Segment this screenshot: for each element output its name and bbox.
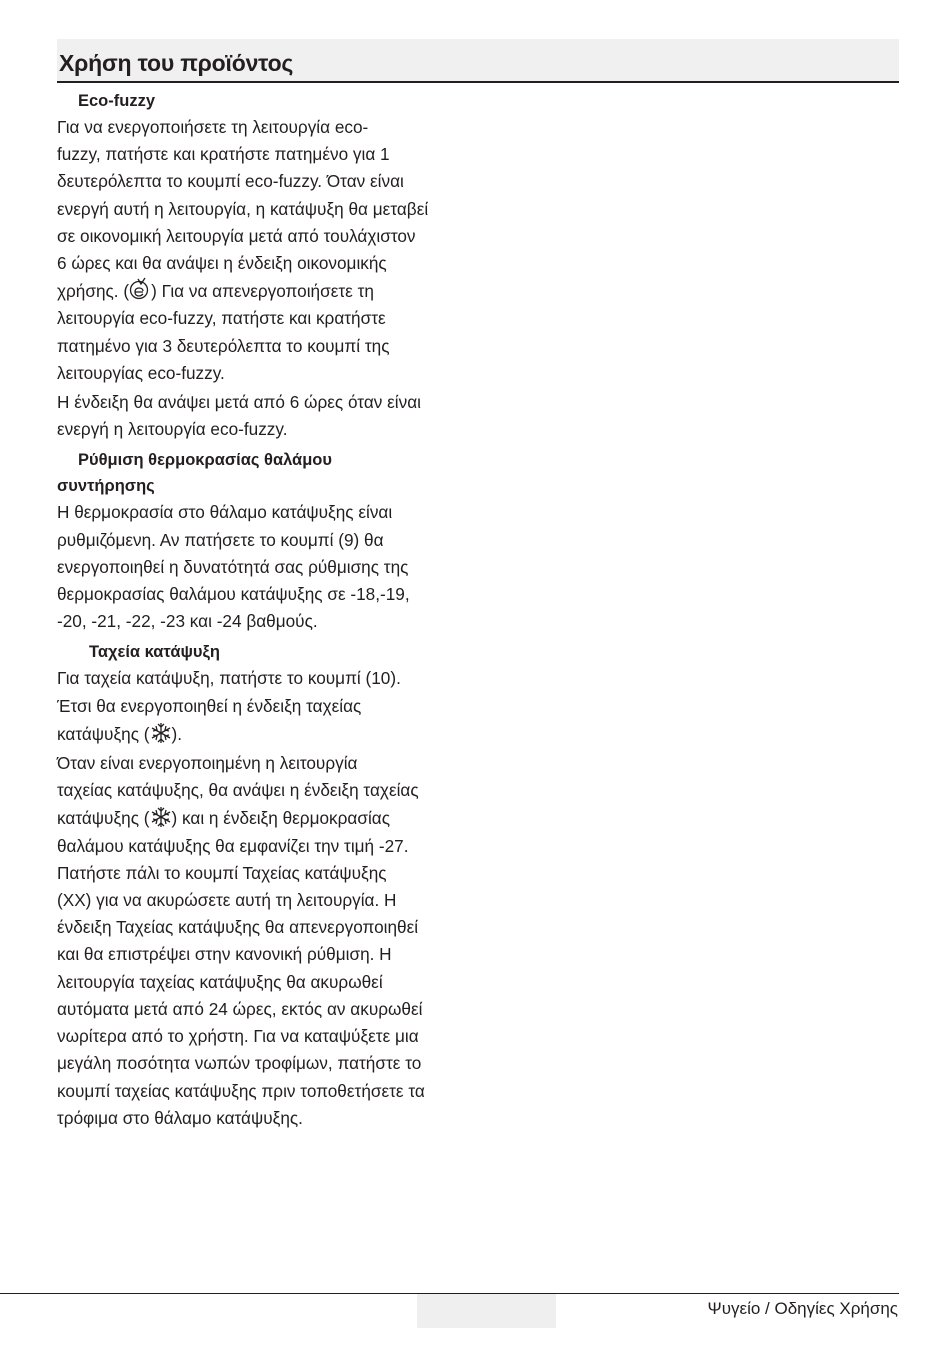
text-line: ενεργή αυτή η λειτουργία, η κατάψυξη θα μεταβεί [57, 198, 429, 219]
fast-freeze-heading: Ταχεία κατάψυξη [89, 643, 220, 662]
snowflake-icon [150, 804, 172, 830]
heading-line: Ρύθμιση θερμοκρασίας θαλάμου [78, 451, 332, 470]
page-number-box [417, 1294, 556, 1328]
text-line: ). [171, 723, 182, 744]
text-line: θαλάμου κατάψυξης θα εμφανίζει την τιμή -27. [57, 835, 409, 856]
text-line: αυτόματα μετά από 24 ώρες, εκτός αν ακυρωθεί [57, 998, 423, 1019]
text-line: χρήσης. ( [57, 281, 130, 302]
text-line: (XX) για να ακυρώσετε αυτή τη λειτουργία. Η [57, 890, 397, 911]
text-line: πατημένο για 3 δευτερόλεπτα το κουμπί της [57, 335, 390, 356]
text-line: θερμοκρασίας θαλάμου κατάψυξης σε -18,-19, [57, 584, 410, 605]
text-line: ) και η ένδειξη θερμοκρασίας [171, 808, 390, 829]
text-line: fuzzy, πατήστε και κρατήστε πατημένο για 1 [57, 144, 390, 165]
text-line: -20, -21, -22, -23 και -24 βαθμούς. [57, 611, 318, 632]
text-line: λειτουργίας eco-fuzzy. [57, 362, 225, 383]
text-line: και θα επιστρέψει στην κανονική ρύθμιση. Η [57, 944, 392, 965]
text-line: Για να ενεργοποιήσετε τη λειτουργία eco- [57, 117, 369, 137]
eco-fuzzy-section [57, 88, 467, 443]
heading-line: συντήρησης [57, 477, 155, 496]
fast-freeze-paragraph-1 [57, 665, 467, 748]
text-line: δευτερόλεπτα το κουμπί eco-fuzzy. Όταν είναι [57, 171, 404, 192]
fast-freeze-section [57, 639, 467, 1131]
temperature-heading [57, 447, 467, 499]
page-title: Χρήση του προϊόντος [59, 50, 294, 76]
text-line: Έτσι θα ενεργοποιηθεί η ένδειξη ταχείας [57, 695, 362, 716]
eco-fuzzy-heading: Eco-fuzzy [78, 92, 156, 110]
text-line: ενεργή η λειτουργία eco-fuzzy. [57, 419, 288, 440]
text-line: λειτουργία eco-fuzzy, πατήστε και κρατήστε [57, 308, 386, 329]
text-line: λειτουργία ταχείας κατάψυξης θα ακυρωθεί [57, 971, 383, 992]
text-line: Η θερμοκρασία στο θάλαμο κατάψυξης είναι [57, 502, 393, 523]
text-line: ρυθμιζόμενη. Αν πατήσετε το κουμπί (9) θα [57, 529, 384, 550]
text-line: Η ένδειξη θα ανάψει μετά από 6 ώρες όταν είναι [57, 392, 421, 413]
text-line: ένδειξη Ταχείας κατάψυξης θα απενεργοποιηθεί [57, 917, 419, 938]
text-line: σε οικονομική λειτουργία μετά από τουλάχιστον [57, 225, 416, 246]
snowflake-icon [150, 720, 172, 746]
eco-fuzzy-icon [129, 277, 151, 303]
temperature-paragraph [57, 499, 467, 635]
text-line: ενεργοποιηθεί η δυνατότητά σας ρύθμισης της [57, 556, 409, 577]
fast-freeze-paragraph-2 [57, 750, 467, 1132]
text-line: τρόφιμα στο θάλαμο κατάψυξης. [57, 1107, 303, 1128]
text-line: ταχείας κατάψυξης, θα ανάψει η ένδειξη ταχείας [57, 780, 419, 801]
footer-title: Ψυγείο / Οδηγίες Χρήσης [707, 1299, 898, 1318]
text-line: Για ταχεία κατάψυξη, πατήστε το κουμπί (10). [57, 668, 401, 689]
text-line: ) Για να απενεργοποιήσετε τη [151, 281, 374, 302]
text-line: κατάψυξης ( [57, 808, 150, 829]
eco-fuzzy-paragraph-2 [57, 389, 467, 443]
text-line: νωρίτερα από το χρήστη. Για να καταψύξετε μια [57, 1026, 419, 1047]
temperature-section [57, 447, 467, 635]
text-line: κατάψυξης ( [57, 723, 150, 744]
eco-fuzzy-paragraph-1 [57, 114, 467, 387]
text-line: μεγάλη ποσότητα νωπών τροφίμων, πατήστε το [57, 1053, 422, 1074]
text-line: Όταν είναι ενεργοποιημένη η λειτουργία [57, 753, 358, 774]
main-content [57, 88, 467, 1132]
text-line: Πατήστε πάλι το κουμπί Ταχείας κατάψυξης [57, 862, 387, 883]
text-line: 6 ώρες και θα ανάψει η ένδειξη οικονομικής [57, 253, 387, 274]
text-line: κουμπί ταχείας κατάψυξης πριν τοποθετήσετε τα [57, 1080, 425, 1101]
